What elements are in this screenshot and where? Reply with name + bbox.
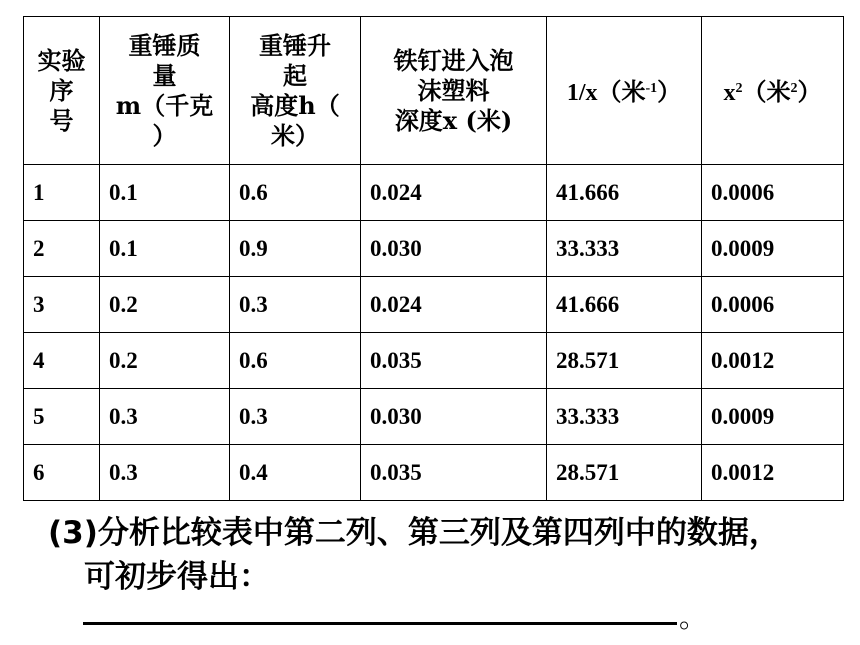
table-cell: 0.0012 (702, 445, 844, 501)
question-line-2: 可初步得出： (84, 559, 270, 595)
table-cell: 0.6 (230, 165, 361, 221)
header-depth-squared: $x^2$（米$^2$） (702, 17, 844, 165)
table-header-row (24, 17, 844, 165)
header-trial-number: 实验 序 号 (24, 17, 100, 165)
answer-blank-line (83, 622, 677, 625)
end-punctuation: 。 (679, 601, 708, 634)
table-cell: 4 (24, 333, 100, 389)
table-cell: 0.1 (100, 221, 230, 277)
table-cell: 0.024 (361, 165, 547, 221)
table-cell: 0.4 (230, 445, 361, 501)
table-row (24, 221, 844, 277)
table-cell: 0.0006 (702, 277, 844, 333)
table-cell: 0.2 (100, 277, 230, 333)
table-row (24, 389, 844, 445)
table-cell: 0.3 (100, 445, 230, 501)
header-nail-depth: 铁钉进入泡 沫塑料 深度x (米) (361, 17, 547, 165)
table-cell: 0.3 (100, 389, 230, 445)
table-cell: 28.571 (547, 445, 702, 501)
question-line-1: (3)分析比较表中第二列、第三列及第四列中的数据， (48, 515, 780, 551)
table-cell: 0.3 (230, 277, 361, 333)
table-cell: 3 (24, 277, 100, 333)
table-cell: 0.3 (230, 389, 361, 445)
table-cell: 0.0009 (702, 389, 844, 445)
table-cell: 0.0006 (702, 165, 844, 221)
table-cell: 41.666 (547, 277, 702, 333)
table-cell: 0.0012 (702, 333, 844, 389)
table-cell: 0.030 (361, 389, 547, 445)
table-row (24, 333, 844, 389)
table-row (24, 165, 844, 221)
table-cell: 0.2 (100, 333, 230, 389)
table-cell: 0.6 (230, 333, 361, 389)
table-cell: 0.035 (361, 333, 547, 389)
table-cell: 1 (24, 165, 100, 221)
table-cell: 2 (24, 221, 100, 277)
table-cell: 33.333 (547, 221, 702, 277)
data-table (23, 16, 844, 501)
table-row (24, 277, 844, 333)
table-cell: 0.0009 (702, 221, 844, 277)
table-row (24, 445, 844, 501)
table-cell: 0.1 (100, 165, 230, 221)
table-cell: 5 (24, 389, 100, 445)
question-text (48, 511, 780, 599)
table-cell: 28.571 (547, 333, 702, 389)
table-cell: 0.035 (361, 445, 547, 501)
table-cell: 41.666 (547, 165, 702, 221)
table-cell: 6 (24, 445, 100, 501)
table-cell: 0.024 (361, 277, 547, 333)
table-cell: 0.030 (361, 221, 547, 277)
table-cell: 0.9 (230, 221, 361, 277)
table-cell: 33.333 (547, 389, 702, 445)
header-reciprocal-depth: 1/x（米$^{-1}$） (547, 17, 702, 165)
header-hammer-height: 重锤升 起 高度h（ 米） (230, 17, 361, 165)
header-hammer-mass: 重锤质 量 m（千克 ） (100, 17, 230, 165)
